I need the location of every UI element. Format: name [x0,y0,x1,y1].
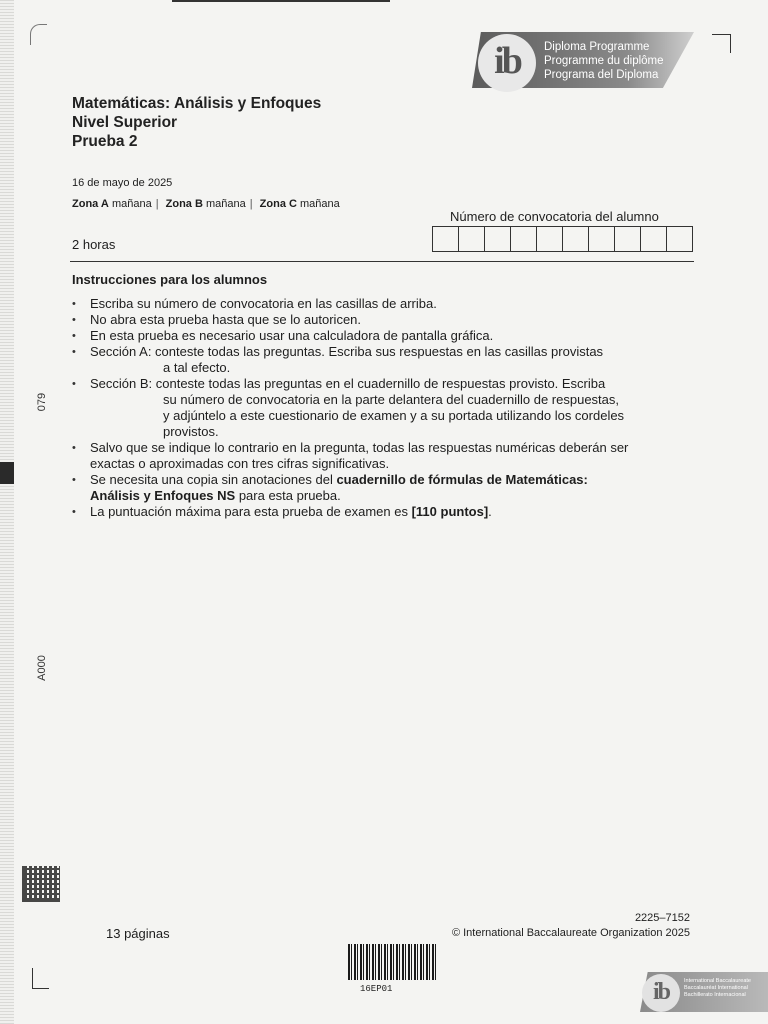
zone-c-time: mañana [300,198,340,210]
barcode-label: 16EP01 [360,984,393,994]
programme-line-en: Diploma Programme [544,41,650,53]
side-code-top: 079 [36,392,48,412]
exam-code: 2225–7152 [634,912,690,924]
side-code-bottom: A000 [36,655,48,681]
page-count: 13 páginas [106,926,170,941]
instruction-item: • La puntuación máxima para esta prueba de examen es [110 puntos]. [72,504,692,520]
candidate-number-boxes[interactable] [432,226,693,252]
copyright: © International Baccalaureate Organization 2025 [451,927,690,939]
exam-duration: 2 horas [72,237,116,252]
timing-mark [0,462,14,484]
zone-separator: | [155,198,159,210]
candidate-digit-box[interactable] [667,227,692,251]
candidate-digit-box[interactable] [563,227,589,251]
header-divider [70,261,694,262]
zone-b-label: Zona B [165,198,203,210]
candidate-digit-box[interactable] [485,227,511,251]
zone-a-time: mañana [111,198,152,210]
instruction-item: • En esta prueba es necesario usar una calculadora de pantalla gráfica. [72,328,692,344]
instruction-item: • Salvo que se indique lo contrario en la pregunta, todas las respuestas numéricas deberán ser exactas o aproximadas con tres cifras significativas. [72,440,692,472]
instruction-item: • Sección B: conteste todas las preguntas en el cuadernillo de respuestas provisto. Escriba su número de convocatoria en la parte delantera del cuadernillo de respuestas, y adjúntelo a este cuestionario de examen y a su portada utilizando los cordeles provistos. [72,376,692,440]
footer-org-names: International Baccalaureate Baccalauréat International Bachillerato Internacional [684,978,751,998]
zone-a-label: Zona A [72,198,109,210]
barcode [348,944,436,980]
title-subject: Matemáticas: Análisis y Enfoques [72,95,322,112]
binding-strip [0,0,14,1024]
title-level: Nivel Superior [72,114,178,131]
instructions-heading: Instrucciones para los alumnos [72,272,268,287]
zone-c-label: Zona C [259,198,297,210]
instruction-item: • Escriba su número de convocatoria en las casillas de arriba. [72,296,692,312]
candidate-digit-box[interactable] [615,227,641,251]
instructions-list [72,296,692,520]
title-paper: Prueba 2 [72,133,138,150]
exam-date: 16 de mayo de 2025 [72,177,173,189]
corner-mark-top-right [712,34,731,53]
instruction-item: • Sección A: conteste todas las preguntas. Escriba sus respuestas en las casillas provistas a tal efecto. [72,344,692,376]
exam-title [72,94,321,151]
programme-line-fr: Programme du diplôme [544,55,664,67]
candidate-digit-box[interactable] [511,227,537,251]
instruction-item: • Se necesita una copia sin anotaciones del cuaderniIlo de fórmulas de Matemáticas: Análisis y Enfoques NS para esta prueba. [72,472,692,504]
datamatrix-code [22,866,60,902]
zone-b-time: mañana [205,198,246,210]
candidate-number-label: Número de convocatoria del alumno [450,209,659,224]
ib-logo-icon: ib [478,34,536,92]
corner-mark-top-left [30,24,47,45]
candidate-digit-box[interactable] [589,227,615,251]
programme-names [544,40,664,82]
candidate-digit-box[interactable] [641,227,667,251]
instruction-item: • No abra esta prueba hasta que se lo autoricen. [72,312,692,328]
candidate-digit-box[interactable] [459,227,485,251]
candidate-digit-box[interactable] [433,227,459,251]
footer-ib-logo-icon: ib [642,974,680,1012]
candidate-digit-box[interactable] [537,227,563,251]
corner-mark-bottom-left [32,968,49,989]
zone-separator: | [249,198,253,210]
exam-zones [72,198,340,210]
top-rule [172,0,390,2]
programme-line-es: Programa del Diploma [544,69,659,81]
